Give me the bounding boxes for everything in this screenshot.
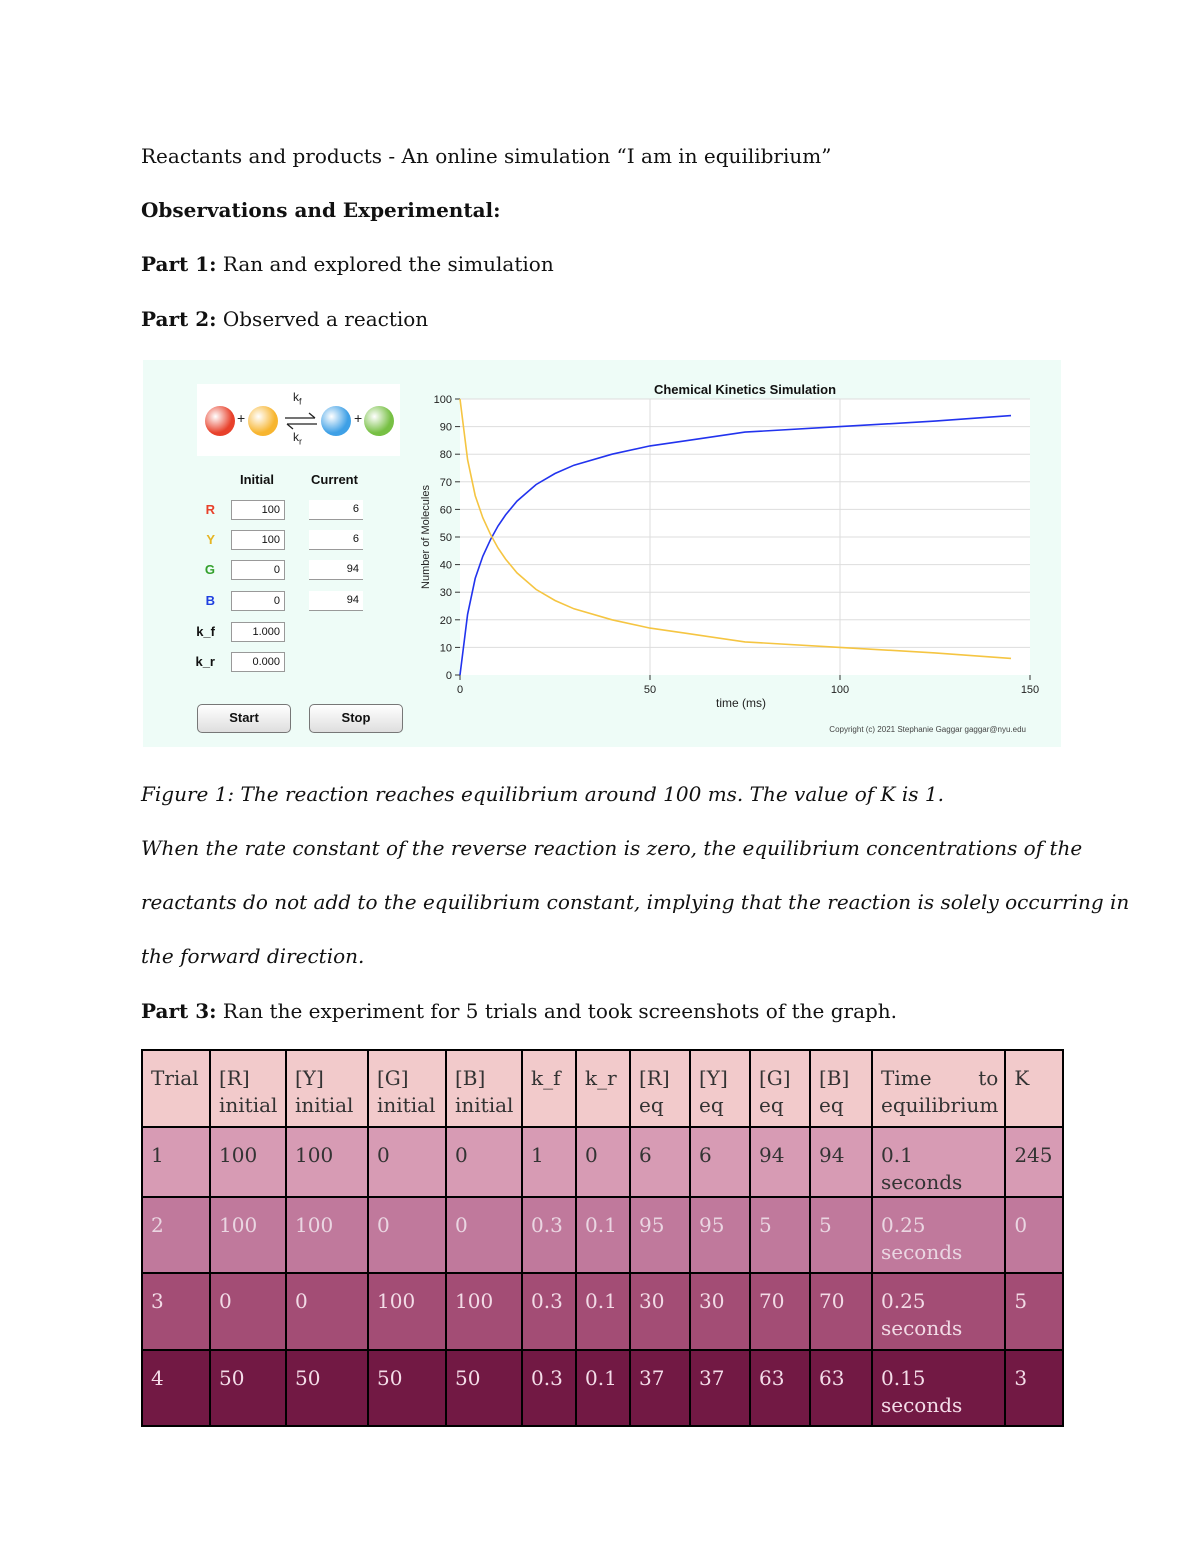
table-cell: 94 [810, 1127, 872, 1197]
param-label: k_r [195, 654, 215, 669]
table-cell: 0 [368, 1197, 446, 1273]
table-cell: 100 [446, 1273, 522, 1350]
y-tick-label: 90 [439, 421, 452, 434]
table-cell: 0 [1005, 1197, 1063, 1273]
initial-value-input[interactable]: 0.000 [231, 652, 285, 672]
plus-sign: + [237, 410, 246, 426]
header-text: [R] [219, 1066, 250, 1090]
y-tick-label: 30 [439, 587, 452, 600]
table-row [142, 1273, 1063, 1350]
header-cell [210, 1050, 286, 1127]
table-cell: 30 [630, 1273, 690, 1350]
current-value-display: 6 [309, 500, 363, 520]
part2-label: Part 2: [141, 307, 217, 331]
current-value-display: 94 [309, 560, 363, 580]
header-cell [750, 1050, 810, 1127]
current-column-header: Current [311, 472, 358, 487]
table-cell: 4 [142, 1350, 210, 1426]
y-tick-label: 100 [433, 394, 452, 406]
y-tick-label: 40 [439, 559, 452, 572]
section-heading: Observations and Experimental: [141, 198, 501, 222]
header-text: [Y] [295, 1066, 324, 1090]
table-cell: 0 [368, 1127, 446, 1197]
table-cell: 0.1 [576, 1350, 630, 1426]
header-text: [R] [639, 1066, 670, 1090]
trials-table [141, 1049, 1064, 1427]
table-cell: 5 [1005, 1273, 1063, 1350]
kinetics-chart [405, 374, 1045, 742]
table-row [142, 1127, 1063, 1197]
x-tick-label: 0 [456, 684, 464, 696]
table-cell: 0 [446, 1197, 522, 1273]
table-cell: 50 [210, 1350, 286, 1426]
table-cell: 0.1 seconds [872, 1127, 1005, 1197]
table-cell: 95 [630, 1197, 690, 1273]
table-cell: 3 [1005, 1350, 1063, 1426]
red-molecule-icon [205, 406, 235, 436]
table-cell: 0.25 seconds [872, 1197, 1005, 1273]
doc-title: Reactants and products - An online simulation “I am in equilibrium” [141, 144, 832, 168]
table-cell: 63 [750, 1350, 810, 1426]
header-text: Time to [881, 1066, 999, 1090]
header-text: [G] [377, 1066, 409, 1090]
reaction-diagram [197, 384, 400, 456]
table-cell: 63 [810, 1350, 872, 1426]
table-cell: 1 [522, 1127, 576, 1197]
table-cell: 6 [690, 1127, 750, 1197]
part2-line [141, 307, 428, 331]
initial-value-input[interactable]: 100 [231, 500, 285, 520]
start-button[interactable]: Start [197, 704, 291, 733]
paragraph-line: the forward direction. [141, 944, 365, 968]
table-cell: 0.25 seconds [872, 1273, 1005, 1350]
table-cell: 0.1 [576, 1197, 630, 1273]
x-axis-label: time (ms) [716, 696, 766, 710]
table-row [142, 1197, 1063, 1273]
table-cell: 0.3 [522, 1350, 576, 1426]
y-tick-label: 10 [439, 642, 452, 655]
header-cell [630, 1050, 690, 1127]
paragraph-line: reactants do not add to the equilibrium constant, implying that the reaction is solely occurring in [141, 890, 1130, 914]
table-cell: 50 [446, 1350, 522, 1426]
table-cell: 5 [810, 1197, 872, 1273]
part1-text: Ran and explored the simulation [216, 252, 554, 276]
header-text: [B] [819, 1066, 850, 1090]
table-cell: 0.15 seconds [872, 1350, 1005, 1426]
header-cell [1005, 1050, 1063, 1127]
green-molecule-icon [364, 406, 394, 436]
table-cell: 245 [1005, 1127, 1063, 1197]
table-cell: 94 [750, 1127, 810, 1197]
table-cell: 0 [576, 1127, 630, 1197]
table-cell: 0.3 [522, 1197, 576, 1273]
table-cell: 0.3 [522, 1273, 576, 1350]
header-text: K [1014, 1066, 1030, 1090]
x-tick-label: 50 [643, 684, 657, 696]
initial-value-input[interactable]: 0 [231, 591, 285, 611]
blue-molecule-icon [321, 406, 351, 436]
table-cell: 50 [368, 1350, 446, 1426]
header-text: [G] [759, 1066, 791, 1090]
part3-label: Part 3: [141, 999, 217, 1023]
param-label: B [205, 593, 215, 608]
simulation-screenshot [143, 360, 1061, 747]
initial-value-input[interactable]: 1.000 [231, 622, 285, 642]
y-tick-label: 50 [439, 532, 452, 544]
table-cell: 6 [630, 1127, 690, 1197]
initial-value-input[interactable]: 100 [231, 530, 285, 550]
table-cell: 100 [286, 1127, 368, 1197]
table-cell: 37 [630, 1350, 690, 1426]
param-label: G [204, 562, 215, 577]
param-label: k_f [196, 624, 215, 639]
param-label: R [205, 502, 215, 517]
header-cell [872, 1050, 1005, 1127]
y-axis-label: Number of Molecules [420, 485, 432, 589]
header-text: initial [377, 1093, 436, 1117]
table-cell: 100 [210, 1197, 286, 1273]
header-cell [522, 1050, 576, 1127]
header-text: eq [759, 1093, 784, 1117]
table-cell: 95 [690, 1197, 750, 1273]
table-cell: 70 [810, 1273, 872, 1350]
header-text: Trial [151, 1066, 199, 1090]
param-label: Y [206, 532, 215, 547]
table-row [142, 1350, 1063, 1426]
y-tick-label: 20 [439, 614, 452, 627]
current-value-display: 94 [309, 591, 363, 611]
stop-button[interactable]: Stop [309, 704, 403, 733]
header-text: [Y] [699, 1066, 728, 1090]
y-tick-label: 80 [439, 449, 452, 462]
header-cell [368, 1050, 446, 1127]
header-cell [810, 1050, 872, 1127]
table-cell: 100 [210, 1127, 286, 1197]
header-text: k_f [531, 1066, 561, 1090]
header-text: initial [295, 1093, 354, 1117]
header-cell [142, 1050, 210, 1127]
x-tick-label: 150 [1020, 684, 1040, 696]
initial-column-header: Initial [240, 472, 274, 487]
header-text: equilibrium [881, 1093, 999, 1117]
part2-text: Observed a reaction [216, 307, 429, 331]
table-cell: 37 [690, 1350, 750, 1426]
header-text: eq [819, 1093, 844, 1117]
table-cell: 0 [446, 1127, 522, 1197]
plus-sign: + [354, 410, 363, 426]
table-cell: 5 [750, 1197, 810, 1273]
part3-text: Ran the experiment for 5 trials and took screenshots of the graph. [216, 999, 898, 1023]
table-cell: 30 [690, 1273, 750, 1350]
y-tick-label: 60 [439, 504, 452, 517]
part3-line [141, 999, 897, 1023]
header-cell [690, 1050, 750, 1127]
header-text: k_r [585, 1066, 617, 1090]
kf-label: $k_f$ [293, 390, 302, 407]
header-cell [576, 1050, 630, 1127]
header-text: [B] [455, 1066, 486, 1090]
header-text: initial [219, 1093, 278, 1117]
header-cell [446, 1050, 522, 1127]
chart-title: Chemical Kinetics Simulation [653, 382, 837, 397]
header-text: eq [699, 1093, 724, 1117]
table-cell: 0.1 [576, 1273, 630, 1350]
table-cell: 70 [750, 1273, 810, 1350]
current-value-display: 6 [309, 530, 363, 550]
table-cell: 1 [142, 1127, 210, 1197]
table-cell: 100 [286, 1197, 368, 1273]
kr-label: $k_r$ [293, 430, 302, 447]
table-cell: 0 [286, 1273, 368, 1350]
initial-value-input[interactable]: 0 [231, 560, 285, 580]
header-cell [286, 1050, 368, 1127]
header-text: eq [639, 1093, 664, 1117]
table-cell: 0 [210, 1273, 286, 1350]
figure-caption: Figure 1: The reaction reaches equilibrium around 100 ms. The value of K is 1. [141, 782, 944, 806]
y-tick-label: 70 [439, 476, 452, 489]
part1-label: Part 1: [141, 252, 217, 276]
table-cell: 2 [142, 1197, 210, 1273]
copyright-text: Copyright (c) 2021 Stephanie Gaggar gaggar@nyu.edu [829, 725, 1026, 734]
paragraph-line: When the rate constant of the reverse reaction is zero, the equilibrium concentrations of the [141, 836, 1083, 860]
x-tick-label: 100 [830, 684, 850, 696]
y-tick-label: 0 [445, 670, 452, 682]
table-cell: 3 [142, 1273, 210, 1350]
part1-line [141, 252, 554, 276]
table-cell: 100 [368, 1273, 446, 1350]
header-text: initial [455, 1093, 514, 1117]
table-cell: 50 [286, 1350, 368, 1426]
table-header-row [142, 1050, 1063, 1127]
yellow-molecule-icon [248, 406, 278, 436]
